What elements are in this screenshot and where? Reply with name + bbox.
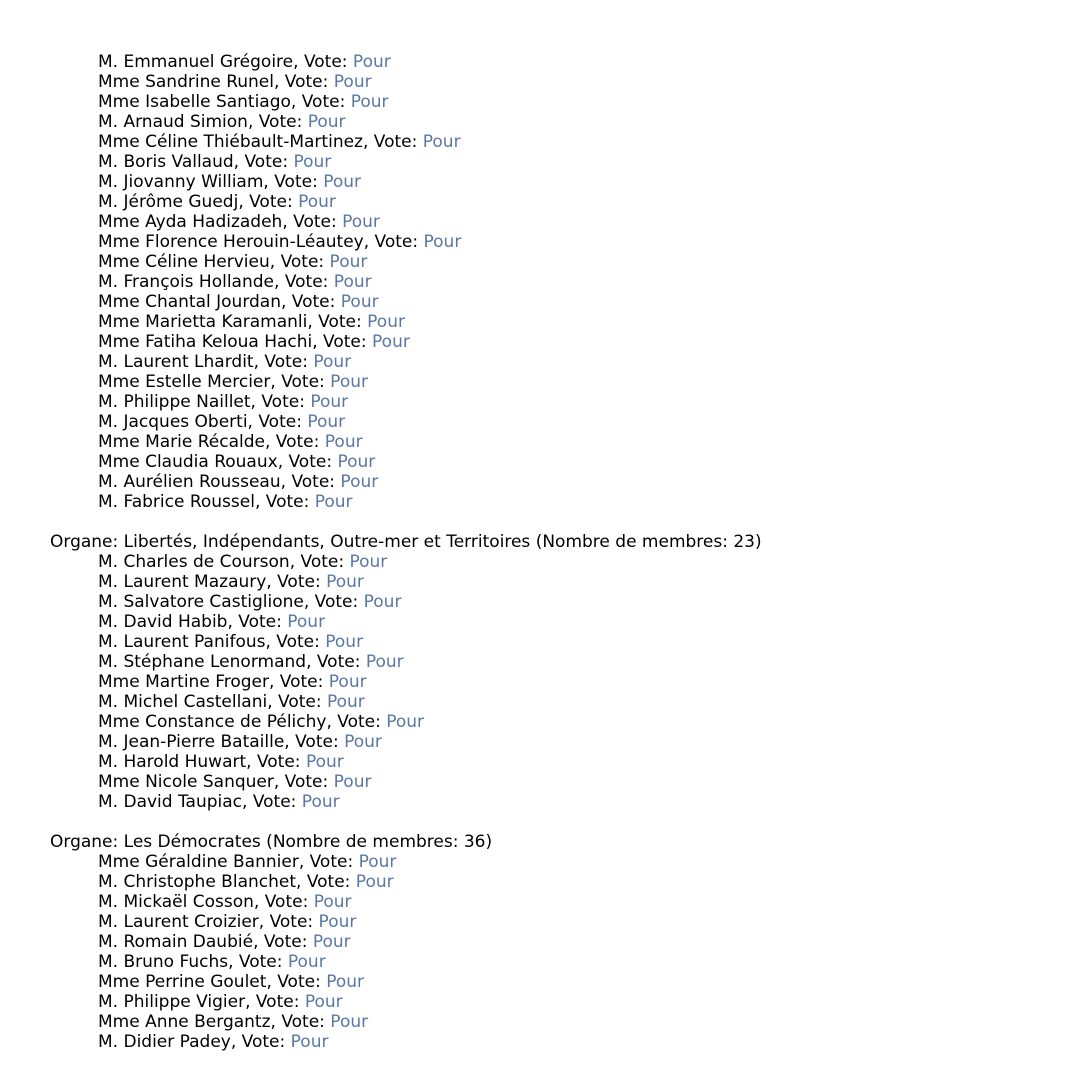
member-name: M. David Habib <box>98 612 228 632</box>
member-row <box>50 592 1050 612</box>
vote-value: Pour <box>290 1032 329 1052</box>
member-row <box>50 752 1050 772</box>
member-row <box>50 292 1050 312</box>
vote-label: , Vote: <box>290 92 351 112</box>
member-name: M. David Taupiac <box>98 792 243 812</box>
member-name: M. Arnaud Simion <box>98 112 248 132</box>
vote-label: , Vote: <box>306 652 366 672</box>
vote-label: , Vote: <box>269 252 330 272</box>
member-row <box>50 372 1050 392</box>
vote-label: , Vote: <box>303 592 364 612</box>
member-row <box>50 772 1050 792</box>
vote-label: , Vote: <box>233 152 294 172</box>
vote-label: , Vote: <box>362 132 423 152</box>
member-row <box>50 652 1050 672</box>
vote-value: Pour <box>328 672 367 692</box>
vote-value: Pour <box>342 212 380 232</box>
member-name: Mme Nicole Sanquer <box>98 772 274 792</box>
member-name: M. Bruno Fuchs <box>98 952 229 972</box>
member-row <box>50 112 1050 132</box>
vote-label: , Vote: <box>230 1032 291 1052</box>
vote-value: Pour <box>333 772 372 792</box>
section-spacer <box>50 512 1050 532</box>
member-name: Mme Florence Herouin-Léautey <box>98 232 364 252</box>
vote-label: , Vote: <box>282 212 343 232</box>
vote-value: Pour <box>340 292 379 312</box>
vote-label: , Vote: <box>266 572 327 592</box>
vote-label: , Vote: <box>274 272 334 292</box>
vote-label: , Vote: <box>254 492 315 512</box>
member-row <box>50 72 1050 92</box>
member-name: Mme Martine Froger <box>98 672 269 692</box>
member-name: M. Jérôme Guedj <box>98 192 239 212</box>
vote-value: Pour <box>324 432 363 452</box>
member-name: M. Fabrice Roussel <box>98 492 255 512</box>
member-row <box>50 432 1050 452</box>
member-row <box>50 952 1050 972</box>
vote-value: Pour <box>363 592 402 612</box>
member-name: Mme Isabelle Santiago <box>98 92 291 112</box>
vote-label: , Vote: <box>238 192 299 212</box>
vote-label: , Vote: <box>273 772 334 792</box>
vote-label: , Vote: <box>274 72 334 92</box>
vote-value: Pour <box>333 72 372 92</box>
vote-label: , Vote: <box>253 932 313 952</box>
vote-label: , Vote: <box>250 392 311 412</box>
vote-label: , Vote: <box>265 632 326 652</box>
vote-label: , Vote: <box>247 412 308 432</box>
member-row <box>50 92 1050 112</box>
vote-label: , Vote: <box>270 1012 331 1032</box>
vote-label: , Vote: <box>280 472 341 492</box>
vote-value: Pour <box>293 152 332 172</box>
vote-label: , Vote: <box>227 612 288 632</box>
vote-value: Pour <box>313 892 352 912</box>
member-row <box>50 612 1050 632</box>
member-row <box>50 312 1050 332</box>
vote-value: Pour <box>337 452 376 472</box>
vote-label: , Vote: <box>293 52 353 72</box>
member-name: Mme Constance de Pélichy <box>98 712 327 732</box>
member-name: Mme Ayda Hadizadeh <box>98 212 283 232</box>
member-name: Mme Céline Thiébault-Martinez <box>98 132 363 152</box>
member-row <box>50 632 1050 652</box>
vote-value: Pour <box>329 252 368 272</box>
member-row <box>50 792 1050 812</box>
vote-value: Pour <box>323 172 362 192</box>
member-row <box>50 672 1050 692</box>
member-row <box>50 972 1050 992</box>
member-row <box>50 452 1050 472</box>
vote-label: , Vote: <box>307 312 368 332</box>
member-name: M. François Hollande <box>98 272 275 292</box>
vote-value: Pour <box>367 312 405 332</box>
vote-value: Pour <box>349 552 388 572</box>
vote-value: Pour <box>344 732 382 752</box>
vote-label: , Vote: <box>270 372 331 392</box>
vote-value: Pour <box>372 332 410 352</box>
vote-value: Pour <box>307 412 346 432</box>
vote-value: Pour <box>287 952 326 972</box>
vote-label: , Vote: <box>265 432 325 452</box>
member-row <box>50 472 1050 492</box>
member-row <box>50 232 1050 252</box>
member-name: M. Mickaël Cosson <box>98 892 254 912</box>
vote-value: Pour <box>318 912 357 932</box>
vote-value: Pour <box>352 52 391 72</box>
vote-list-document <box>50 52 1050 1052</box>
member-name: Mme Marie Récalde <box>98 432 265 452</box>
vote-label: , Vote: <box>281 292 341 312</box>
vote-value: Pour <box>350 92 389 112</box>
vote-value: Pour <box>423 232 462 252</box>
member-name: Mme Estelle Mercier <box>98 372 271 392</box>
member-name: M. Romain Daubié <box>98 932 254 952</box>
vote-label: , Vote: <box>258 912 319 932</box>
member-name: M. Charles de Courson <box>98 552 290 572</box>
vote-value: Pour <box>314 492 353 512</box>
member-name: M. Didier Padey <box>98 1032 231 1052</box>
vote-value: Pour <box>333 272 372 292</box>
member-name: Mme Perrine Goulet <box>98 972 267 992</box>
member-name: M. Michel Castellani <box>98 692 268 712</box>
member-name: Mme Fatiha Keloua Hachi <box>98 332 313 352</box>
member-name: M. Philippe Vigier <box>98 992 246 1012</box>
vote-label: , Vote: <box>246 752 306 772</box>
member-row <box>50 712 1050 732</box>
member-name: M. Aurélien Rousseau <box>98 472 281 492</box>
member-name: Mme Géraldine Bannier <box>98 852 299 872</box>
vote-label: , Vote: <box>266 972 327 992</box>
member-row <box>50 192 1050 212</box>
vote-label: , Vote: <box>253 352 314 372</box>
member-row <box>50 852 1050 872</box>
member-name: M. Philippe Naillet <box>98 392 251 412</box>
vote-value: Pour <box>301 792 340 812</box>
organe-header: Organe: Les Démocrates (Nombre de membres: 36) <box>50 832 493 852</box>
member-row <box>50 152 1050 172</box>
member-name: M. Jacques Oberti <box>98 412 248 432</box>
member-name: Mme Claudia Rouaux <box>98 452 278 472</box>
vote-value: Pour <box>326 972 365 992</box>
member-name: M. Boris Vallaud <box>98 152 234 172</box>
vote-label: , Vote: <box>277 452 338 472</box>
member-name: Mme Chantal Jourdan <box>98 292 281 312</box>
vote-value: Pour <box>355 872 394 892</box>
member-row <box>50 732 1050 752</box>
member-name: Mme Anne Bergantz <box>98 1012 271 1032</box>
member-name: Mme Céline Hervieu <box>98 252 270 272</box>
vote-value: Pour <box>312 932 351 952</box>
vote-label: , Vote: <box>312 332 373 352</box>
member-name: M. Jiovanny William <box>98 172 264 192</box>
member-name: M. Jean-Pierre Bataille <box>98 732 285 752</box>
vote-label: , Vote: <box>298 852 359 872</box>
member-row <box>50 352 1050 372</box>
member-row <box>50 212 1050 232</box>
vote-label: , Vote: <box>245 992 305 1012</box>
member-name: M. Stéphane Lenormand <box>98 652 307 672</box>
vote-label: , Vote: <box>269 672 329 692</box>
member-name: M. Harold Huwart <box>98 752 247 772</box>
member-row <box>50 332 1050 352</box>
member-row <box>50 132 1050 152</box>
member-row <box>50 912 1050 932</box>
member-row <box>50 692 1050 712</box>
vote-label: , Vote: <box>242 792 302 812</box>
member-row <box>50 1032 1050 1052</box>
member-row <box>50 552 1050 572</box>
vote-label: , Vote: <box>284 732 345 752</box>
member-row <box>50 412 1050 432</box>
vote-value: Pour <box>287 612 326 632</box>
vote-value: Pour <box>310 392 349 412</box>
vote-label: , Vote: <box>228 952 288 972</box>
member-row <box>50 572 1050 592</box>
member-name: M. Emmanuel Grégoire <box>98 52 294 72</box>
vote-value: Pour <box>305 752 344 772</box>
vote-value: Pour <box>325 632 364 652</box>
member-name: M. Laurent Mazaury <box>98 572 267 592</box>
vote-value: Pour <box>307 112 346 132</box>
member-row <box>50 932 1050 952</box>
member-row <box>50 52 1050 72</box>
member-name: Mme Marietta Karamanli <box>98 312 308 332</box>
vote-value: Pour <box>340 472 379 492</box>
vote-value: Pour <box>386 712 425 732</box>
member-name: M. Laurent Lhardit <box>98 352 254 372</box>
vote-value: Pour <box>422 132 461 152</box>
vote-value: Pour <box>313 352 352 372</box>
vote-value: Pour <box>330 1012 369 1032</box>
vote-value: Pour <box>304 992 343 1012</box>
vote-label: , Vote: <box>326 712 387 732</box>
vote-value: Pour <box>326 692 365 712</box>
vote-label: , Vote: <box>363 232 424 252</box>
section-spacer <box>50 812 1050 832</box>
vote-label: , Vote: <box>263 172 324 192</box>
member-name: Mme Sandrine Runel <box>98 72 274 92</box>
vote-label: , Vote: <box>267 692 327 712</box>
vote-label: , Vote: <box>289 552 350 572</box>
vote-value: Pour <box>298 192 336 212</box>
vote-value: Pour <box>330 372 368 392</box>
member-row <box>50 272 1050 292</box>
vote-value: Pour <box>358 852 397 872</box>
vote-label: , Vote: <box>253 892 314 912</box>
member-name: M. Salvatore Castiglione <box>98 592 304 612</box>
vote-value: Pour <box>365 652 404 672</box>
member-name: M. Laurent Panifous <box>98 632 266 652</box>
member-row <box>50 172 1050 192</box>
member-row <box>50 892 1050 912</box>
organe-header: Organe: Libertés, Indépendants, Outre-mer et Territoires (Nombre de membres: 23) <box>50 532 762 552</box>
member-row <box>50 992 1050 1012</box>
member-name: M. Laurent Croizier <box>98 912 259 932</box>
member-row <box>50 872 1050 892</box>
vote-value: Pour <box>326 572 364 592</box>
member-row <box>50 492 1050 512</box>
member-name: M. Christophe Blanchet <box>98 872 297 892</box>
vote-label: , Vote: <box>296 872 356 892</box>
vote-label: , Vote: <box>247 112 308 132</box>
member-row <box>50 392 1050 412</box>
member-row <box>50 1012 1050 1032</box>
member-row <box>50 252 1050 272</box>
